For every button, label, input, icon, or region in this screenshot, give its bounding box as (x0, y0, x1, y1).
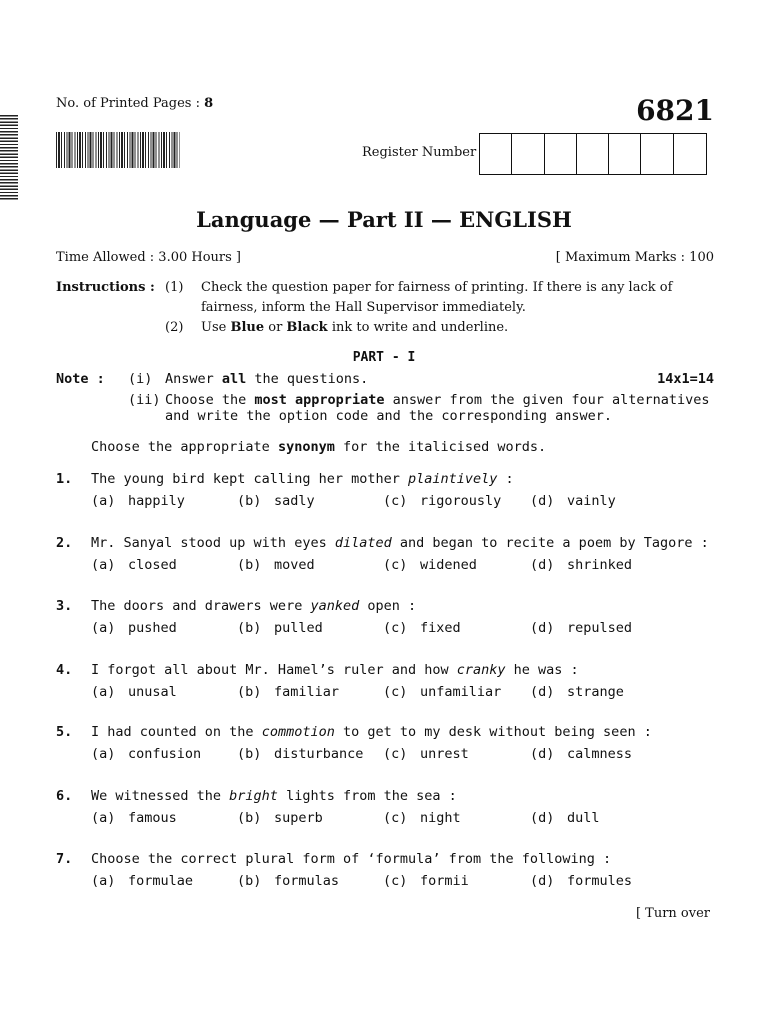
question-fragment: I had counted on the (91, 724, 262, 740)
option-text: widened (420, 557, 477, 573)
option-code: (d) (530, 873, 555, 889)
option-text: dull (567, 810, 600, 826)
option-text: confusion (128, 746, 202, 762)
question-fragment: he was : (505, 662, 579, 678)
option-code: (d) (530, 746, 555, 762)
question-number: 4. (56, 662, 73, 678)
note-number: (i) (128, 371, 153, 387)
option-text: vainly (567, 493, 616, 509)
instruction-number: (1) (165, 280, 184, 295)
option-text: calmness (567, 746, 633, 762)
question-text (91, 788, 711, 804)
question-number: 5. (56, 724, 73, 740)
question-fragment: lights from the sea : (277, 788, 457, 804)
question-number: 3. (56, 598, 73, 614)
option-code: (a) (91, 684, 116, 700)
option-text: superb (274, 810, 323, 826)
option-text: formii (420, 873, 469, 889)
option-text: closed (128, 557, 177, 573)
question-fragment: I forgot all about Mr. Hamel’s ruler and how (91, 662, 457, 678)
note-fragment: answer from the given four alternatives (384, 392, 710, 408)
instruction-number: (2) (165, 320, 184, 335)
question-number: 2. (56, 535, 73, 551)
synonym-instruction (91, 439, 546, 455)
turn-over: [ Turn over (635, 906, 710, 921)
option-code: (a) (91, 493, 116, 509)
option-text: strange (567, 684, 624, 700)
option-code: (c) (383, 810, 408, 826)
note-label: Note : (56, 371, 105, 387)
option-code: (b) (237, 810, 262, 826)
side-barcode-strip (0, 115, 18, 201)
option-text: sadly (274, 493, 315, 509)
question-fragment: Mr. Sanyal stood up with eyes (91, 535, 335, 551)
option-code: (c) (383, 873, 408, 889)
option-code: (c) (383, 684, 408, 700)
register-box (480, 134, 512, 174)
italic-word: cranky (456, 662, 506, 678)
register-box (577, 134, 609, 174)
option-code: (a) (91, 557, 116, 573)
option-code: (a) (91, 873, 116, 889)
option-code: (c) (383, 493, 408, 509)
printed-pages-label: No. of Printed Pages : (56, 96, 205, 111)
italic-word: yanked (310, 598, 360, 614)
question-fragment: to get to my desk without being seen : (334, 724, 652, 740)
question-text (91, 851, 711, 867)
option-code: (c) (383, 620, 408, 636)
option-text: formulas (274, 873, 340, 889)
note-bold: most appropriate (254, 392, 385, 408)
question-text (91, 535, 711, 551)
register-box (545, 134, 577, 174)
question-number: 1. (56, 471, 73, 487)
question-fragment: and began to recite a poem by Tagore : (391, 535, 709, 551)
option-text: happily (128, 493, 185, 509)
option-text: night (420, 810, 461, 826)
option-code: (b) (237, 620, 262, 636)
option-code: (b) (237, 493, 262, 509)
question-fragment: We witnessed the (91, 788, 230, 804)
note-fragment: Choose the (165, 392, 255, 408)
option-text: pulled (274, 620, 323, 636)
option-code: (a) (91, 810, 116, 826)
instruction-fragment: Use (201, 320, 231, 335)
note-bold: all (221, 371, 247, 387)
option-text: familiar (274, 684, 340, 700)
register-number-boxes (479, 133, 707, 175)
option-text: shrinked (567, 557, 633, 573)
question-fragment: Choose the correct plural form of ‘formula’ from the following : (91, 851, 612, 867)
register-box (609, 134, 641, 174)
instruction-text (201, 278, 711, 318)
option-code: (d) (530, 810, 555, 826)
option-code: (b) (237, 557, 262, 573)
italic-word: commotion (261, 724, 335, 740)
option-text: disturbance (274, 746, 364, 762)
option-code: (d) (530, 620, 555, 636)
instructions-label: Instructions : (56, 280, 155, 295)
option-text: formulae (128, 873, 194, 889)
instruction-text (201, 318, 711, 338)
italic-word: bright (229, 788, 278, 804)
register-box (512, 134, 544, 174)
option-text: pushed (128, 620, 177, 636)
register-number-label: Register Number (362, 145, 477, 160)
instruction-fragment: or (264, 320, 287, 335)
time-allowed: Time Allowed : 3.00 Hours ] (56, 250, 242, 265)
question-fragment: : (497, 471, 514, 487)
note-number: (ii) (128, 392, 161, 408)
option-text: unrest (420, 746, 469, 762)
option-code: (b) (237, 873, 262, 889)
question-number: 7. (56, 851, 73, 867)
question-text (91, 662, 711, 678)
question-fragment: The doors and drawers were (91, 598, 311, 614)
register-box (641, 134, 673, 174)
maximum-marks: [ Maximum Marks : 100 (555, 250, 714, 265)
question-text (91, 724, 711, 740)
register-box (674, 134, 706, 174)
instruction-bold: Black (286, 320, 328, 335)
option-code: (c) (383, 746, 408, 762)
question-fragment: The young bird kept calling her mother (91, 471, 408, 487)
option-code: (d) (530, 557, 555, 573)
note-fragment: the questions. (246, 371, 369, 387)
printed-pages (56, 96, 213, 111)
question-number: 6. (56, 788, 73, 804)
instruction-fragment: ink to write and underline. (327, 320, 509, 335)
option-code: (a) (91, 620, 116, 636)
instruction-bold: synonym (277, 439, 335, 455)
question-fragment: open : (359, 598, 417, 614)
paper-code: 6821 (636, 94, 714, 127)
printed-pages-value: 8 (204, 96, 214, 111)
option-code: (d) (530, 493, 555, 509)
question-text (91, 471, 711, 487)
option-text: fixed (420, 620, 461, 636)
instruction-line: Check the question paper for fairness of printing. If there is any lack of (201, 280, 673, 295)
option-code: (b) (237, 746, 262, 762)
instruction-bold: Blue (230, 320, 265, 335)
instruction-fragment: for the italicised words. (334, 439, 547, 455)
note-text (165, 392, 713, 424)
option-text: unusal (128, 684, 177, 700)
italic-word: plaintively (407, 471, 498, 487)
instruction-fragment: Choose the appropriate (91, 439, 278, 455)
option-text: repulsed (567, 620, 633, 636)
option-text: unfamiliar (420, 684, 502, 700)
option-text: moved (274, 557, 315, 573)
option-code: (b) (237, 684, 262, 700)
note-text (165, 371, 713, 387)
instruction-line: fairness, inform the Hall Supervisor immediately. (201, 300, 526, 315)
part-heading: PART - I (352, 350, 416, 365)
question-text (91, 598, 711, 614)
barcode (56, 132, 180, 168)
option-code: (c) (383, 557, 408, 573)
paper-title: Language — Part II — ENGLISH (196, 207, 572, 232)
note-fragment: Answer (165, 371, 222, 387)
option-code: (a) (91, 746, 116, 762)
option-code: (d) (530, 684, 555, 700)
italic-word: dilated (334, 535, 392, 551)
option-text: famous (128, 810, 177, 826)
note-fragment: and write the option code and the corresponding answer. (165, 408, 613, 424)
marks-scheme: 14x1=14 (657, 371, 714, 387)
option-text: formules (567, 873, 633, 889)
option-text: rigorously (420, 493, 502, 509)
